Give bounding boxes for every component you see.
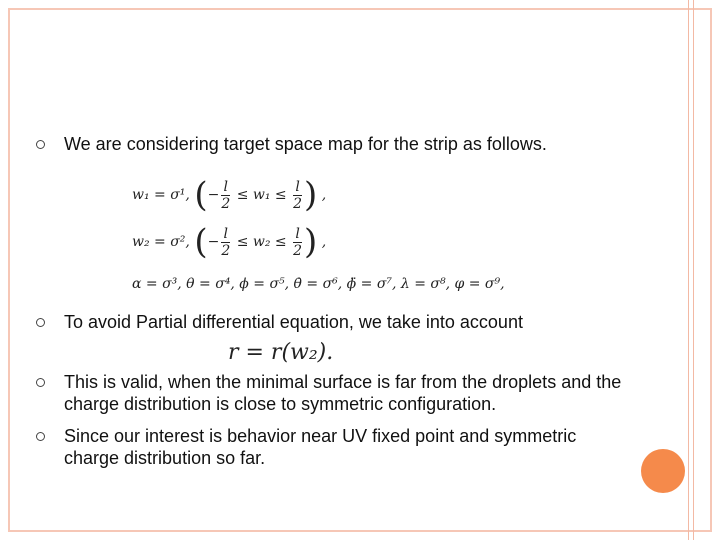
- minus-sign: −: [207, 234, 220, 250]
- eq-w2-lhs: w₂ = σ²,: [132, 234, 190, 250]
- equation-r: r = r(w₂).: [228, 340, 334, 365]
- frac-den: 2: [221, 195, 231, 212]
- equation-line3: α = σ³, θ = σ⁴, ϕ = σ⁵, θ̇ = σ⁶, ϕ̈ = σ⁷, λ = σ⁸, φ = σ⁹,: [132, 276, 505, 292]
- accent-circle: [641, 449, 685, 493]
- equation-w1: [132, 175, 327, 215]
- minus-sign: −: [207, 187, 220, 203]
- fraction: [221, 226, 230, 259]
- paren-close: ): [304, 222, 318, 262]
- paren-close: ): [304, 175, 318, 215]
- eq-w2-mid: ≤ w₂ ≤: [236, 234, 287, 250]
- bullet-text-1: We are considering target space map for the strip as follows.: [64, 134, 547, 154]
- frac-num: l: [221, 179, 230, 196]
- frac-num: l: [293, 179, 302, 196]
- eq-w1-mid: ≤ w₁ ≤: [236, 187, 287, 203]
- paren-open: (: [194, 175, 208, 215]
- bullet-text-3: This is valid, when the minimal surface is far from the droplets and the charge distribution is close to symmetric configuration.: [64, 372, 622, 414]
- bullet-icon: [36, 378, 45, 387]
- frac-num: l: [293, 226, 302, 243]
- fraction: [293, 226, 302, 259]
- fraction: [221, 179, 230, 212]
- frac-den: 2: [293, 242, 303, 259]
- equation-w2: [132, 222, 327, 262]
- comma: ,: [321, 234, 327, 250]
- frac-den: 2: [293, 195, 303, 212]
- fraction: [293, 179, 302, 212]
- bullet-text-4: Since our interest is behavior near UV fixed point and symmetric charge distribution so far.: [64, 426, 577, 468]
- bullet-text-2: To avoid Partial differential equation, we take into account: [64, 312, 523, 332]
- bullet-icon: [36, 432, 45, 441]
- bullet-icon: [36, 318, 45, 327]
- bullet-icon: [36, 140, 45, 149]
- comma: ,: [321, 187, 327, 203]
- frac-den: 2: [221, 242, 231, 259]
- decorative-stripe: [688, 0, 694, 540]
- eq-w1-lhs: w₁ = σ¹,: [132, 187, 190, 203]
- paren-open: (: [194, 222, 208, 262]
- frac-num: l: [221, 226, 230, 243]
